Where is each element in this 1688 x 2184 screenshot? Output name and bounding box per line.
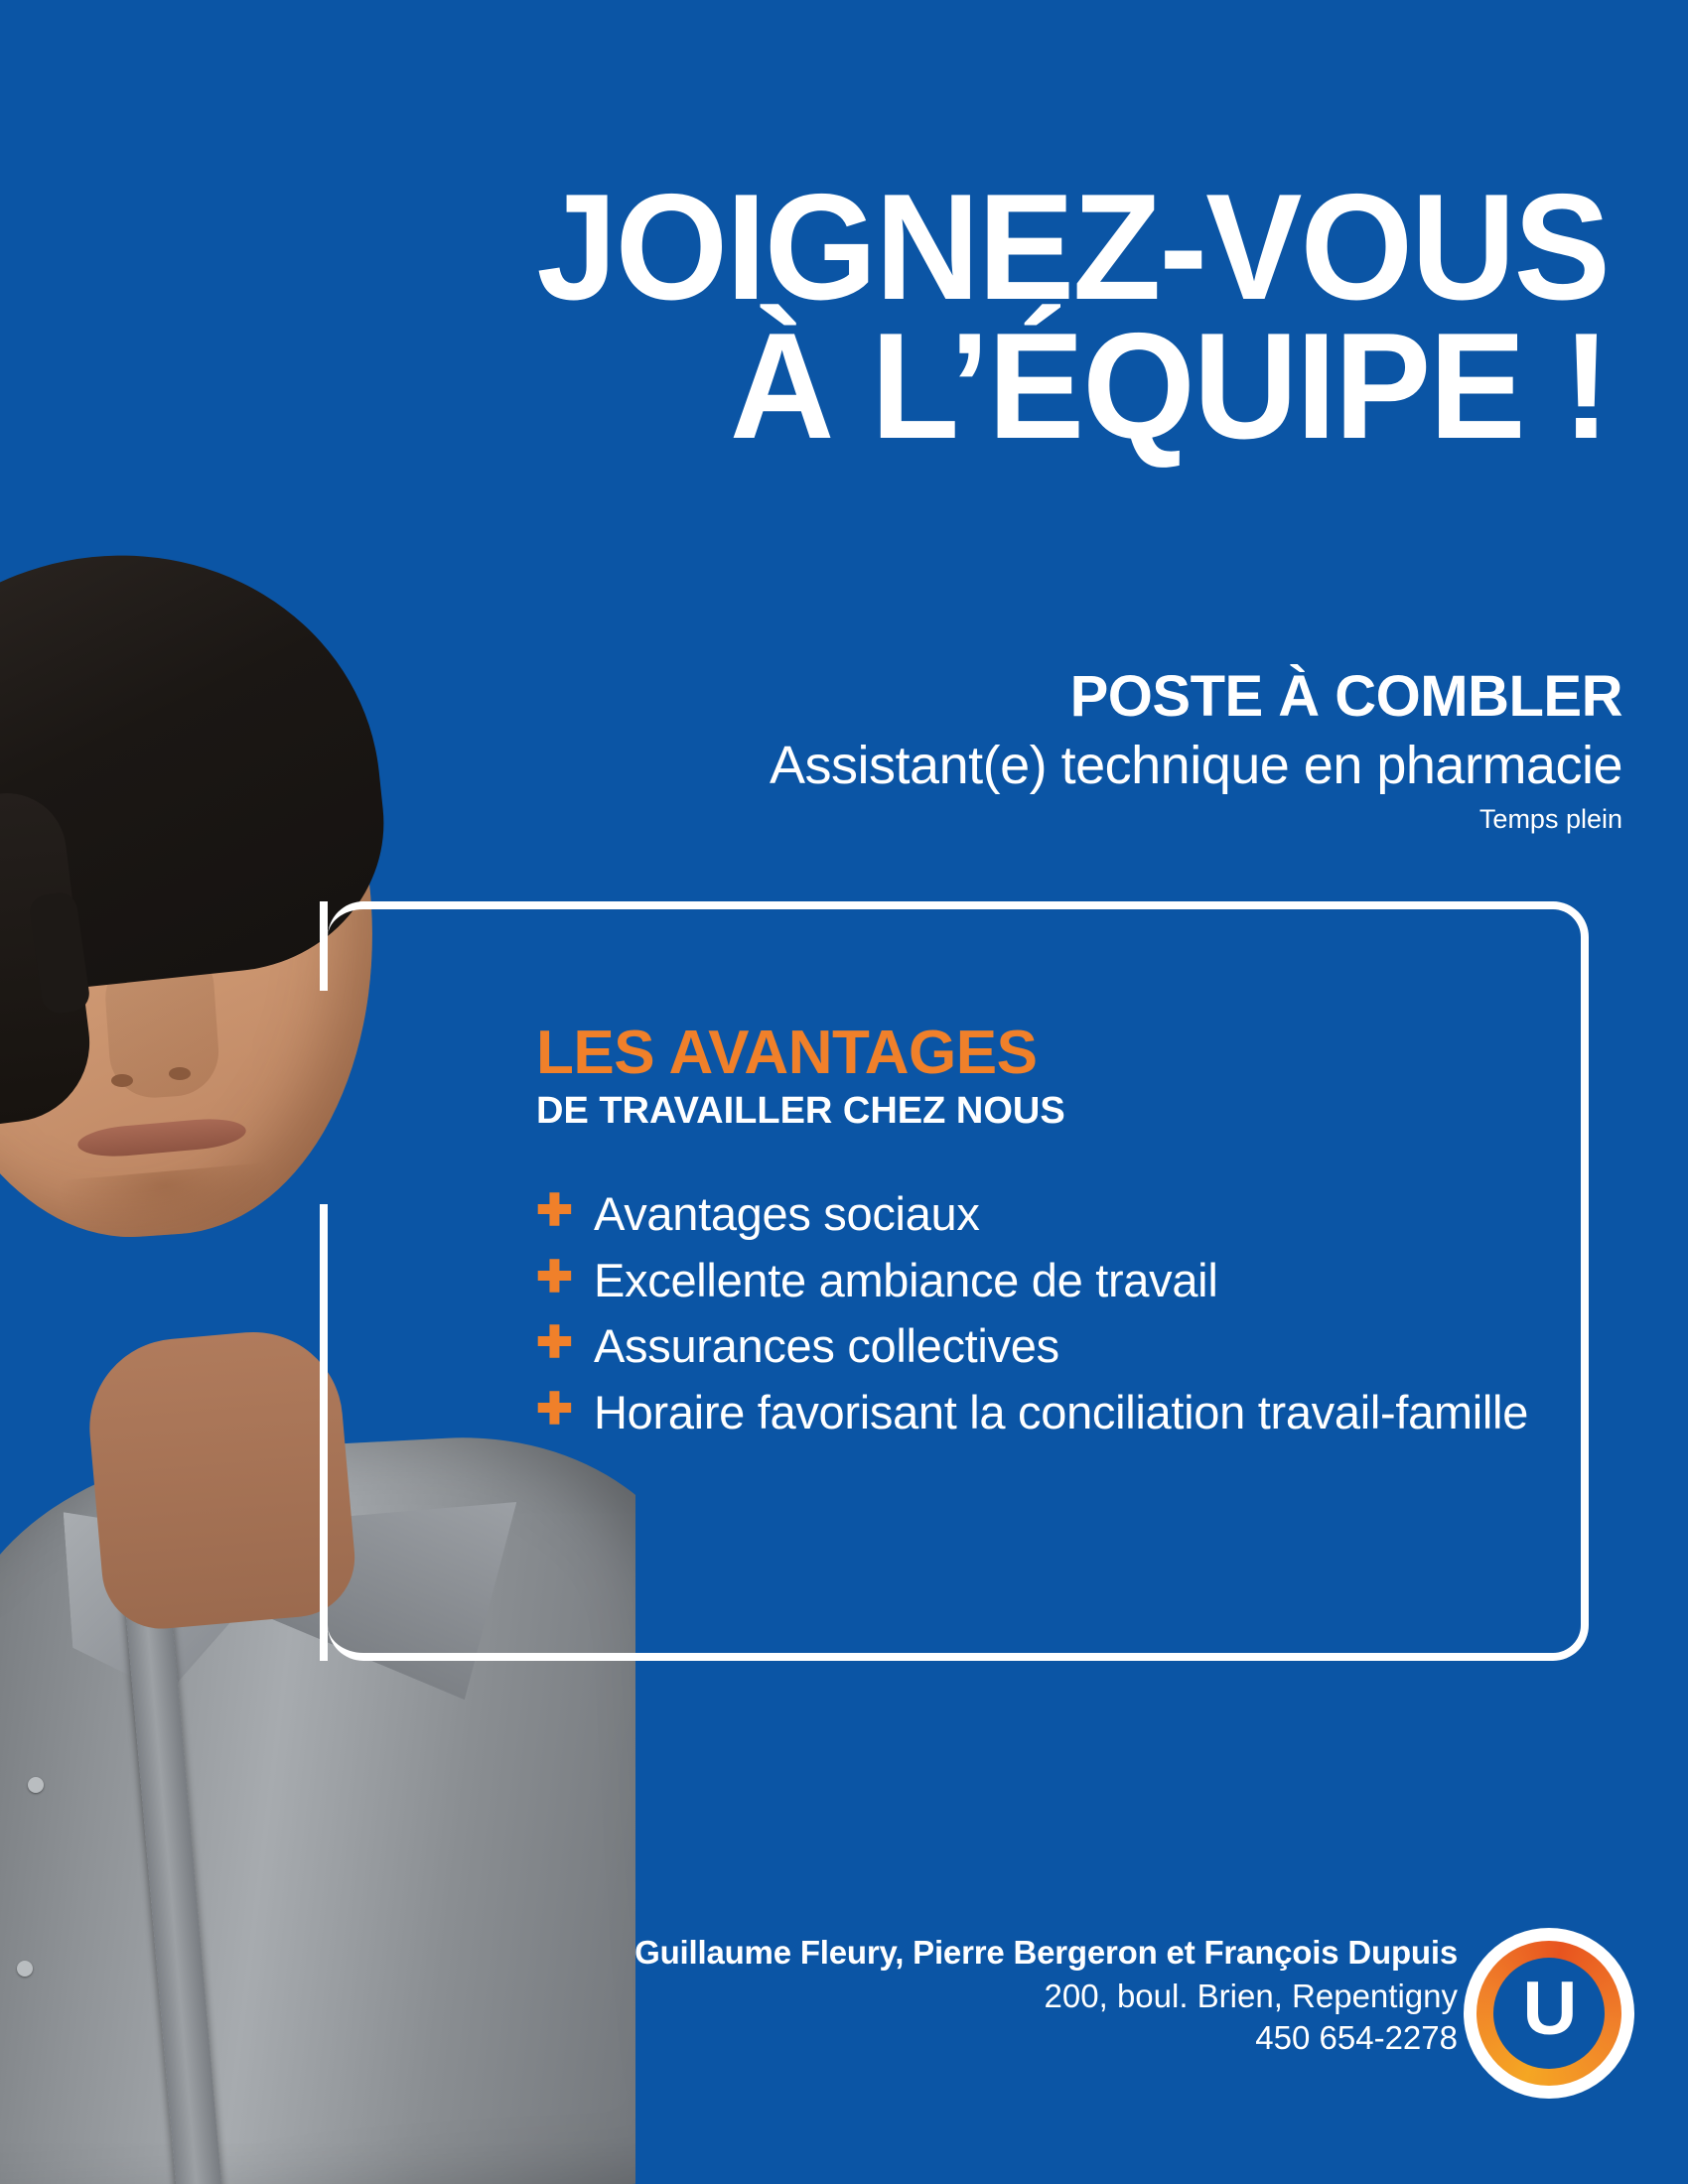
headline-line-1: JOIGNEZ-VOUS xyxy=(536,163,1609,332)
advantages-list xyxy=(536,1188,1589,1439)
list-item xyxy=(536,1320,1589,1373)
advantages-title: LES AVANTAGES xyxy=(536,1019,1038,1087)
footer-phone: 450 654-2278 xyxy=(1255,2019,1458,2056)
list-item xyxy=(536,1384,1589,1439)
advantage-text: Assurances collectives xyxy=(594,1319,1059,1373)
plus-icon: ✚ xyxy=(536,1252,573,1301)
position-schedule: Temps plein xyxy=(1478,803,1622,834)
brand-logo xyxy=(1464,1928,1634,2099)
advantage-text: Excellente ambiance de travail xyxy=(594,1253,1218,1306)
footer-address: 200, boul. Brien, Repentigny xyxy=(1044,1978,1458,2014)
headline-line-2: À L’ÉQUIPE ! xyxy=(729,301,1609,471)
list-item xyxy=(536,1252,1589,1307)
shirt-button xyxy=(17,1961,33,1977)
plus-icon: ✚ xyxy=(536,1384,573,1433)
advantages-content xyxy=(536,1019,1589,1453)
footer-owner-names: Guillaume Fleury, Pierre Bergeron et François Dupuis xyxy=(634,1934,1458,1971)
logo-ring xyxy=(1477,1941,1621,2086)
neck-shape xyxy=(82,1324,359,1633)
list-item xyxy=(536,1188,1589,1241)
plus-icon: ✚ xyxy=(536,1186,573,1235)
plus-icon: ✚ xyxy=(536,1318,573,1368)
logo-inner-circle xyxy=(1493,1958,1605,2069)
logo-letter: U xyxy=(1522,1967,1576,2051)
footer-contact xyxy=(365,1934,1458,2057)
position-block xyxy=(431,664,1622,835)
advantage-text: Horaire favorisant la conciliation travail-famille xyxy=(594,1385,1529,1438)
shirt-button xyxy=(28,1777,44,1793)
nostril-left xyxy=(111,1074,133,1087)
nostril-right xyxy=(169,1067,191,1080)
advantages-subtitle: DE TRAVAILLER CHEZ NOUS xyxy=(536,1090,1065,1132)
headline xyxy=(159,163,1609,471)
position-label: POSTE À COMBLER xyxy=(1069,664,1622,729)
advantage-text: Avantages sociaux xyxy=(594,1187,980,1240)
position-job-title: Assistant(e) technique en pharmacie xyxy=(770,735,1622,795)
